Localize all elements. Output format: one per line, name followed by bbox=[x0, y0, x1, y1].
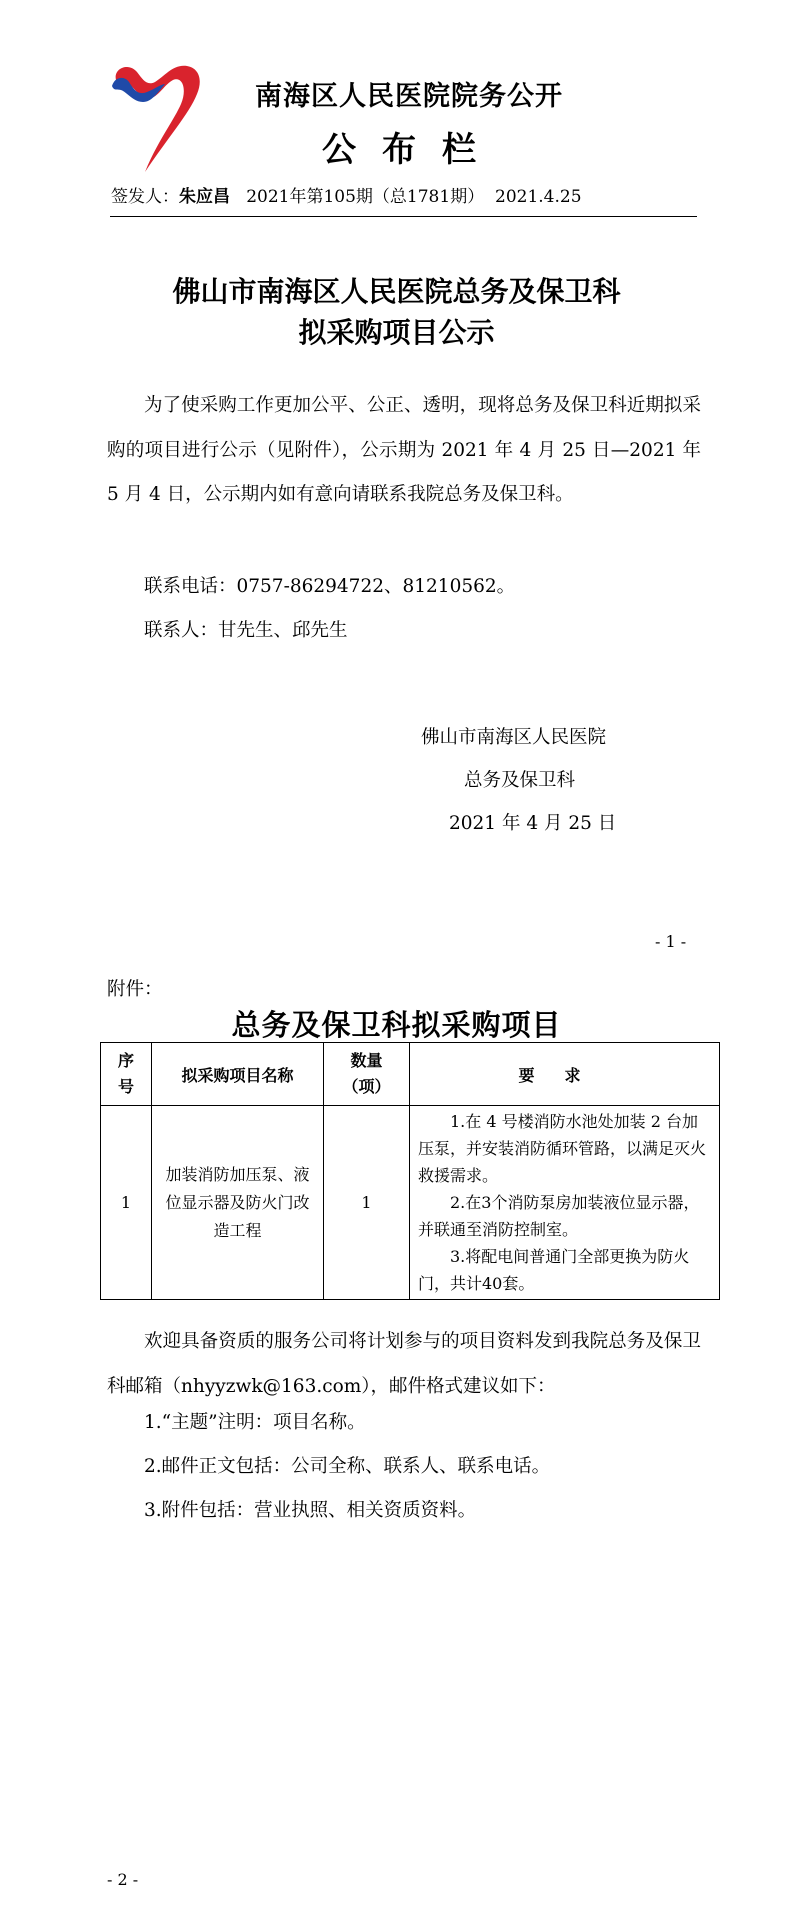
page-number-2: - 2 - bbox=[107, 1870, 139, 1889]
row-requirements bbox=[410, 1106, 720, 1300]
signature-date: 2021 年 4 月 25 日 bbox=[449, 813, 617, 834]
issue-date: 2021.4.25 bbox=[495, 187, 582, 207]
bulletin-subtitle: 公布栏 bbox=[322, 130, 502, 170]
header-divider bbox=[110, 216, 697, 217]
notice-body: 为了使采购工作更加公平、公正、透明，现将总务及保卫科近期拟采购的项目进行公示（见附件），公示期为 2021 年 4 月 25 日—2021 年 5 月 4 日，公示期内如有意向请联系我院总务及保卫科。 bbox=[107, 395, 701, 505]
row-no: 1 bbox=[101, 1106, 152, 1300]
issue-number: 2021年第105期（总1781期） bbox=[246, 187, 485, 207]
row-name: 加装消防加压泵、液位显示器及防火门改造工程 bbox=[152, 1106, 324, 1300]
attachment-title: 总务及保卫科拟采购项目 bbox=[231, 1008, 562, 1042]
table-header-row bbox=[101, 1043, 720, 1106]
requirement-item: 1.在 4 号楼消防水池处加装 2 台加压泵，并安装消防循环管路，以满足灭火救援需求。 bbox=[418, 1112, 707, 1185]
page-number-1: - 1 - bbox=[655, 932, 687, 951]
email-format-item-2: 2.邮件正文包括：公司全称、联系人、联系电话。 bbox=[144, 1456, 551, 1477]
table-row bbox=[101, 1106, 720, 1300]
invite-paragraph: 欢迎具备资质的服务公司将计划参与的项目资料发到我院总务及保卫科邮箱（nhyyzwk@163.com），邮件格式建议如下： bbox=[107, 1331, 701, 1397]
contact-person: 联系人：甘先生、邱先生 bbox=[144, 620, 348, 641]
header-requirements: 要求 bbox=[410, 1043, 720, 1106]
header-name: 拟采购项目名称 bbox=[152, 1043, 324, 1106]
email-format-item-3: 3.附件包括：营业执照、相关资质资料。 bbox=[144, 1500, 477, 1521]
attachment-label: 附件： bbox=[107, 979, 163, 1000]
issuer-label: 签发人： bbox=[111, 187, 179, 207]
email-format-item-1: 1.“主题”注明：项目名称。 bbox=[144, 1412, 366, 1433]
signature-org: 佛山市南海区人民医院 bbox=[421, 727, 607, 748]
bulletin-title: 南海区人民医院院务公开 bbox=[255, 81, 563, 112]
procurement-table bbox=[100, 1042, 720, 1300]
requirement-item: 2.在3个消防泵房加装液位显示器，并联通至消防控制室。 bbox=[418, 1193, 700, 1239]
signature-dept: 总务及保卫科 bbox=[464, 770, 576, 791]
issue-line bbox=[111, 182, 582, 207]
hospital-logo bbox=[111, 62, 203, 177]
notice-title-line2: 拟采购项目公示 bbox=[298, 316, 495, 349]
contact-phone: 联系电话：0757-86294722、81210562。 bbox=[144, 576, 516, 597]
row-qty: 1 bbox=[324, 1106, 410, 1300]
requirement-item: 3.将配电间普通门全部更换为防火门，共计40套。 bbox=[418, 1247, 690, 1293]
issuer-name: 朱应昌 bbox=[179, 187, 230, 207]
notice-title-line1: 佛山市南海区人民医院总务及保卫科 bbox=[172, 275, 621, 308]
header-qty: 数量（项） bbox=[324, 1043, 410, 1106]
header-no: 序号 bbox=[101, 1043, 152, 1106]
